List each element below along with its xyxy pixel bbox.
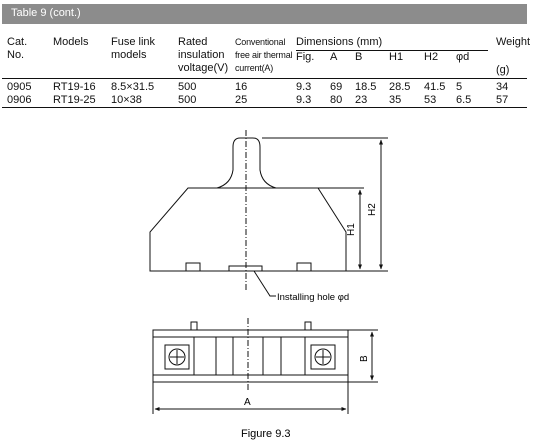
table-title: Table 9 (cont.) <box>11 7 81 19</box>
header-conv-line2: free air thermal <box>235 50 293 60</box>
cell-h2: 53 <box>424 94 437 106</box>
b-label: B <box>359 355 370 362</box>
left-foot-notch <box>186 263 200 271</box>
cell-model: RT19-16 <box>53 81 96 93</box>
cell-phi-d: 6.5 <box>456 94 472 106</box>
header-conv-line1: Conventional <box>235 37 286 47</box>
top-view-outline <box>153 330 348 382</box>
header-fuse-line1: Fuse link <box>111 36 156 48</box>
h1-label: H1 <box>346 223 357 236</box>
cell-b: 18.5 <box>355 81 377 93</box>
cell-current: 16 <box>235 81 248 93</box>
header-models-line1: Models <box>53 36 89 48</box>
cell-phi-d: 5 <box>456 81 463 93</box>
header-conv-line3: current(A) <box>235 63 274 73</box>
right-foot-notch <box>297 263 311 271</box>
cell-fuse: 8.5×31.5 <box>111 81 155 93</box>
cell-weight: 34 <box>496 81 509 93</box>
cell-h2: 41.5 <box>424 81 446 93</box>
header-dimensions: Dimensions (mm) <box>296 36 383 48</box>
left-clip-tab <box>191 322 197 330</box>
cell-current: 25 <box>235 94 248 106</box>
cell-b: 23 <box>355 94 368 106</box>
header-dim-a: A <box>330 51 338 63</box>
header-cat-line2: No. <box>7 49 25 61</box>
right-clip-tab <box>305 322 311 330</box>
cell-a: 80 <box>330 94 343 106</box>
cell-fig: 9.3 <box>296 94 312 106</box>
header-rated-line2: insulation <box>178 49 225 61</box>
cell-model: RT19-25 <box>53 94 96 106</box>
cell-voltage: 500 <box>178 94 197 106</box>
figure-caption: Figure 9.3 <box>241 428 291 440</box>
header-dim-h2: H2 <box>424 51 439 63</box>
installing-hole-label: Installing hole φd <box>277 292 350 303</box>
hole-leader-line <box>254 271 276 296</box>
header-weight: Weight <box>496 36 531 48</box>
header-rated-line1: Rated <box>178 36 208 48</box>
header-fuse-line2: models <box>111 49 147 61</box>
header-dim-phi-d: φd <box>456 51 470 63</box>
cell-voltage: 500 <box>178 81 197 93</box>
cell-weight: 57 <box>496 94 509 106</box>
header-dim-h1: H1 <box>389 51 404 63</box>
cell-fig: 9.3 <box>296 81 312 93</box>
cell-h1: 28.5 <box>389 81 411 93</box>
cell-a: 69 <box>330 81 343 93</box>
cell-fuse: 10×38 <box>111 94 142 106</box>
front-view-outline <box>150 138 346 271</box>
a-label: A <box>244 397 251 408</box>
header-dim-fig: Fig. <box>296 51 315 63</box>
h2-label: H2 <box>367 203 378 216</box>
header-dim-b: B <box>355 51 363 63</box>
cell-h1: 35 <box>389 94 402 106</box>
header-rated-line3: voltage(V) <box>178 62 229 74</box>
cell-cat: 0906 <box>7 94 32 106</box>
header-cat-line1: Cat. <box>7 36 28 48</box>
header-weight-unit: (g) <box>496 64 510 76</box>
cell-cat: 0905 <box>7 81 32 93</box>
